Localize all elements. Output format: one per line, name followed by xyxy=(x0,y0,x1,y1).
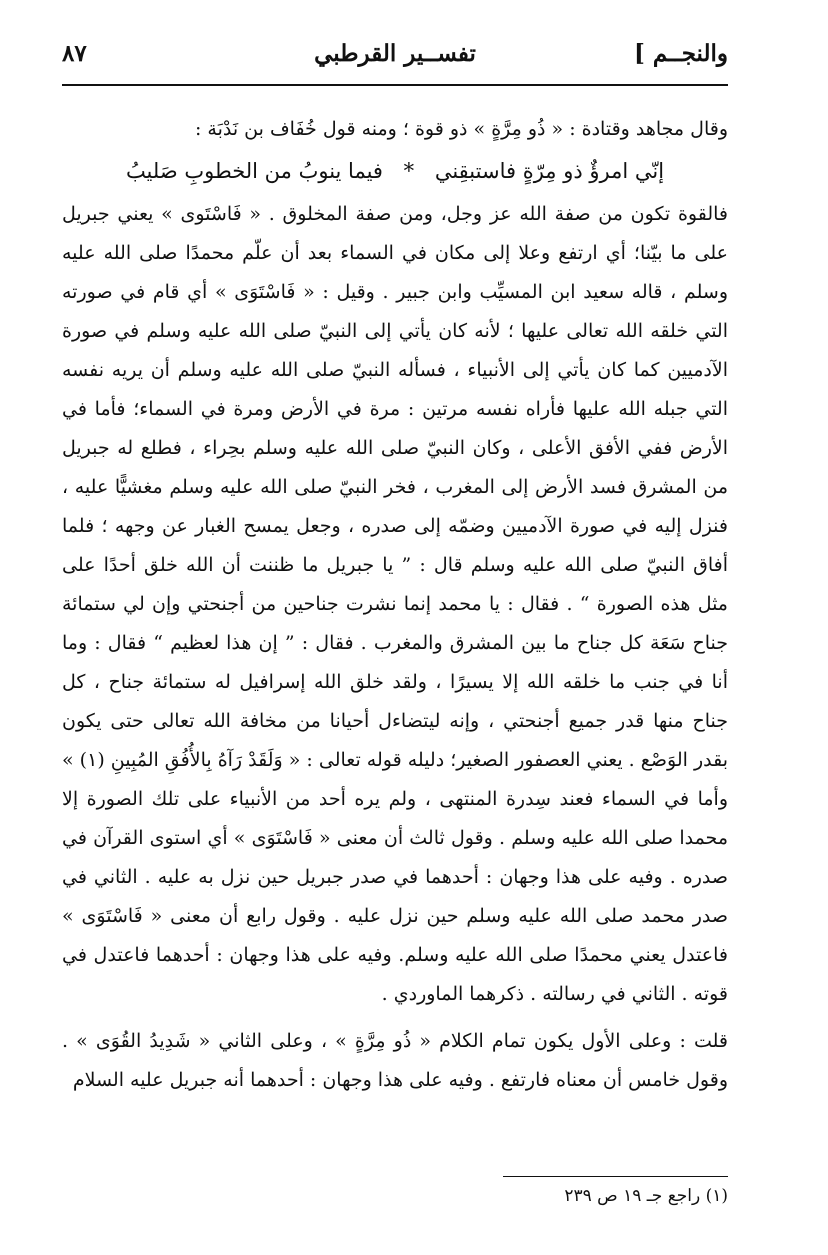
footnote: (١) راجع جـ ١٩ ص ٢٣٩ xyxy=(564,1186,728,1206)
paragraph-intro: وقال مجاهد وقتادة : « ذُو مِرَّةٍ » ذو قوة ؛ ومنه قول خُفَاف بن نَدْبَة : xyxy=(194,118,728,140)
verse-first-half: إنّي امرؤٌ ذو مِرّةٍ فاستبقِني xyxy=(434,159,665,183)
verse-second-half: فيما ينوبُ من الخطوبِ صَليبُ xyxy=(125,159,383,183)
paragraph-main: فالقوة تكون من صفة الله عز وجل، ومن صفة المخلوق . « فَاسْتَوى » يعني جبريل على ما بيّنا؛ أي ارتفع وعلا إلى مكان في السماء بعد أن علّم محمدًا صلى الله عليه وسلم ، قاله سعيد ابن المسيِّب وابن جبير . وقيل : « فَاسْتَوَى » أي قام في صورته التي خلقه الله تعالى عليها ؛ لأنه كان يأتي إلى النبيّ صلى الله عليه وسلم في صورة الآدميين كما كان يأتي إلى الأنبياء ، فسأله النبيّ صلى الله عليه وسلم أن يريه نفسه التي جبله الله عليها فأراه نفسه مرتين : مرة في الأرض ومرة في السماء؛ فأما في الأرض ففي الأفق الأعلى ، وكان النبيّ صلى الله عليه وسلم بحِراء ، فطلع له جبريل من المشرق فسد الأرض إلى المغرب ، فخر النبيّ صلى الله عليه وسلم مغشيًّا عليه ، فنزل إليه في صورة الآدميين وضمّه إلى صدره ، وجعل يمسح الغبار عن وجهه ؛ فلما أفاق النبيّ صلى الله عليه وسلم قال : ” يا جبريل ما ظننت أن الله خلق أحدًا على مثل هذه الصورة “ . فقال : يا محمد إنما نشرت جناحين من أجنحتي وإن لي ستمائة جناح سَعَة كل جناح ما بين المشرق والمغرب . فقال : ” إن هذا لعظيم “ فقال : وما أنا في جنب ما خلقه الله إلا يسيرًا ، ولقد خلق الله إسرافيل له ستمائة جناح ، كل جناح منها قدر جميع أجنحتي ، وإنه ليتضاءل أحيانا من مخافة الله تعالى حتى يكون بقدر الوَصْع . يعني العصفور الصغير؛ دليله قوله تعالى : « وَلَقَدْ رَآهُ بِالأُفُقِ المُبِينِ (١) » وأما في السماء فعند سِدرة المنتهى ، ولم يره أحد من الأنبياء على تلك الصورة إلا محمدا صلى الله عليه وسلم . وقول ثالث أن معنى « فَاسْتَوَى » أي استوى القرآن في صدره . وفيه على هذا وجهان : أحدهما في صدر جبريل حين نزل به عليه . الثاني في صدر محمد صلى الله عليه وسلم حين نزل عليه . وقول رابع أن معنى « فَاسْتَوَى » فاعتدل يعني محمدًا صلى الله عليه وسلم. وفيه على هذا وجهان : أحدهما فاعتدل في قوته . الثاني في رسالته . ذكرهما الماوردي . xyxy=(62,203,728,1005)
page-number: ٨٧ xyxy=(62,40,87,67)
verse-separator: * xyxy=(403,159,415,183)
page-body xyxy=(62,110,728,1100)
book-title: تفســير القرطبي xyxy=(314,40,476,67)
footnote-rule xyxy=(503,1176,728,1177)
poem-verse xyxy=(62,151,728,191)
page-header xyxy=(62,32,728,82)
surah-title: والنجــم ] xyxy=(634,40,728,67)
paragraph-gap xyxy=(62,1014,728,1022)
header-rule xyxy=(62,84,728,86)
paragraph-closing: قلت : وعلى الأول يكون تمام الكلام « ذُو مِرَّةٍ » ، وعلى الثاني « شَدِيدُ القُوَى » . وقول خامس أن معناه فارتفع . وفيه على هذا وجهان : أحدهما أنه جبريل عليه السلام xyxy=(62,1030,728,1091)
